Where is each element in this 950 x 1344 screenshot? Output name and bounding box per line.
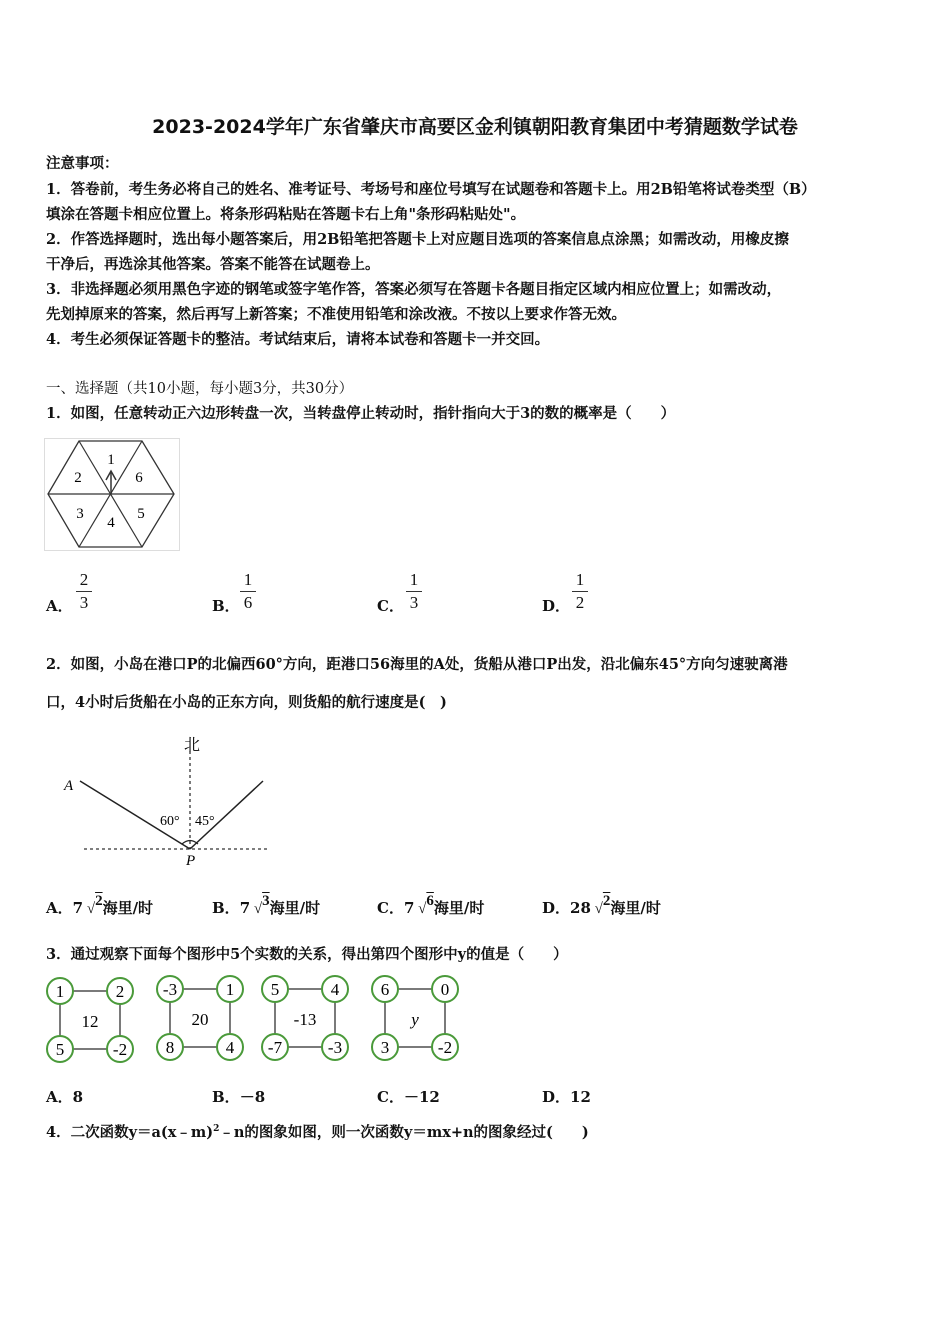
corner-value: -3 (162, 980, 178, 999)
notice-heading: 注意事项： (46, 155, 119, 172)
notice-line: 填涂在答题卡相应位置上。将条形码粘贴在答题卡右上角"条形码粘贴处"。 (46, 206, 526, 223)
sqrt-icon: √ (83, 901, 96, 917)
option-a: A．8 (46, 1088, 84, 1106)
option-label: B． (212, 597, 240, 615)
option-b: B．7 √3海里/时 (212, 893, 321, 917)
sqrt-icon: √ (250, 901, 263, 917)
sector-label: 4 (107, 515, 115, 531)
denominator: 3 (409, 593, 419, 612)
square-figure-4 (372, 976, 458, 1060)
denominator: 3 (79, 593, 89, 612)
corner-value: 5 (270, 980, 280, 999)
option-b: B．－8 (212, 1088, 266, 1106)
sector-label: 3 (76, 506, 84, 522)
angle-label: 45° (195, 814, 215, 829)
corner-value: -2 (112, 1040, 128, 1059)
center-value: -13 (293, 1010, 317, 1029)
notice-line: 4．考生必须保证答题卡的整洁。考试结束后，请将本试卷和答题卡一并交回。 (46, 331, 550, 348)
square-figure-2 (157, 976, 243, 1060)
angle-label: 60° (160, 814, 180, 829)
number-squares-figure (40, 974, 470, 1070)
option-c: C．7 √6海里/时 (377, 893, 485, 917)
section-heading: 一、选择题（共10小题，每小题3分，共30分） (46, 381, 354, 397)
corner-value: -3 (327, 1038, 343, 1057)
question-2-stem: 口，4小时后货船在小岛的正东方向，则货船的航行速度是( ) (46, 694, 447, 711)
corner-value: 4 (330, 980, 340, 999)
corner-value: 1 (55, 982, 65, 1001)
numerator: 2 (79, 570, 89, 589)
north-label: 北 (184, 737, 201, 754)
square-figure-3 (262, 976, 348, 1060)
notice-line: 3．非选择题必须用黑色字迹的钢笔或签字笔作答，答案必须写在答题卡各题目指定区域内相应位置上；如需改动， (46, 281, 782, 298)
numerator: 1 (409, 570, 419, 589)
corner-value: 1 (225, 980, 235, 999)
center-value: y (411, 1010, 419, 1029)
question-1-stem: 1．如图，任意转动正六边形转盘一次，当转盘停止转动时，指针指向大于3的数的概率是（ ） (46, 405, 676, 422)
question-4-stem: 4．二次函数y＝a(x﹣m)$^2$﹣n的图象如图，则一次函数y＝mx+n的图象经过( ) (46, 1124, 589, 1141)
option-label: D． (542, 597, 571, 615)
hexagon-spinner-figure (44, 438, 182, 552)
sector-label: 1 (107, 452, 115, 468)
question-2-stem: 2．如图，小岛在港口P的北偏西60°方向，距港口56海里的A处，货船从港口P出发，沿北偏东45°方向匀速驶离港 (46, 656, 788, 673)
notice-line: 2．作答选择题时，选出每小题答案后，用2B铅笔把答题卡上对应题目选项的答案信息点涂黑；如需改动，用橡皮擦 (46, 231, 789, 248)
compass-direction-figure (58, 733, 278, 871)
fraction-option-c (406, 570, 422, 613)
center-value: 12 (81, 1012, 99, 1031)
square-figure-1 (47, 978, 133, 1062)
corner-value: 2 (115, 982, 125, 1001)
center-value: 20 (191, 1010, 209, 1029)
page-title: 2023-2024学年广东省肇庆市高要区金利镇朝阳教育集团中考猜题数学试卷 (152, 116, 798, 138)
corner-value: -7 (267, 1038, 283, 1057)
numerator: 1 (575, 570, 585, 589)
corner-value: 5 (55, 1040, 65, 1059)
notice-line: 干净后，再选涂其他答案。答案不能答在试题卷上。 (46, 256, 380, 273)
sector-label: 2 (74, 470, 82, 486)
denominator: 6 (243, 593, 253, 612)
option-c: C．－12 (377, 1088, 440, 1106)
question-3-stem: 3．通过观察下面每个图形中5个实数的关系，得出第四个图形中y的值是（ ） (46, 946, 568, 963)
corner-value: 6 (380, 980, 390, 999)
numerator: 1 (243, 570, 253, 589)
option-label: A． (46, 597, 73, 615)
sector-label: 6 (135, 470, 143, 486)
corner-value: 0 (440, 980, 450, 999)
point-a-label: A (64, 778, 74, 794)
sqrt-icon: √ (414, 901, 427, 917)
sector-label: 5 (137, 506, 145, 522)
fraction-option-d (572, 570, 588, 613)
denominator: 2 (575, 593, 585, 612)
sqrt-icon: √ (590, 901, 603, 917)
option-d: D．12 (542, 1088, 591, 1106)
fraction-option-a (76, 570, 92, 613)
option-d: D．28 √2海里/时 (542, 893, 661, 917)
corner-value: 4 (225, 1038, 235, 1057)
option-a: A．7 √2海里/时 (46, 893, 154, 917)
notice-line: 先划掉原来的答案，然后再写上新答案；不准使用铅笔和涂改液。不按以上要求作答无效。 (46, 306, 626, 323)
corner-value: -2 (437, 1038, 453, 1057)
option-label: C． (377, 597, 404, 615)
notice-line: 1．答卷前，考生务必将自己的姓名、准考证号、考场号和座位号填写在试题卷和答题卡上。用2B铅笔将试卷类型（B） (46, 181, 816, 198)
fraction-option-b (240, 570, 256, 613)
point-p-label: P (186, 853, 196, 869)
corner-value: 3 (380, 1038, 390, 1057)
corner-value: 8 (165, 1038, 175, 1057)
